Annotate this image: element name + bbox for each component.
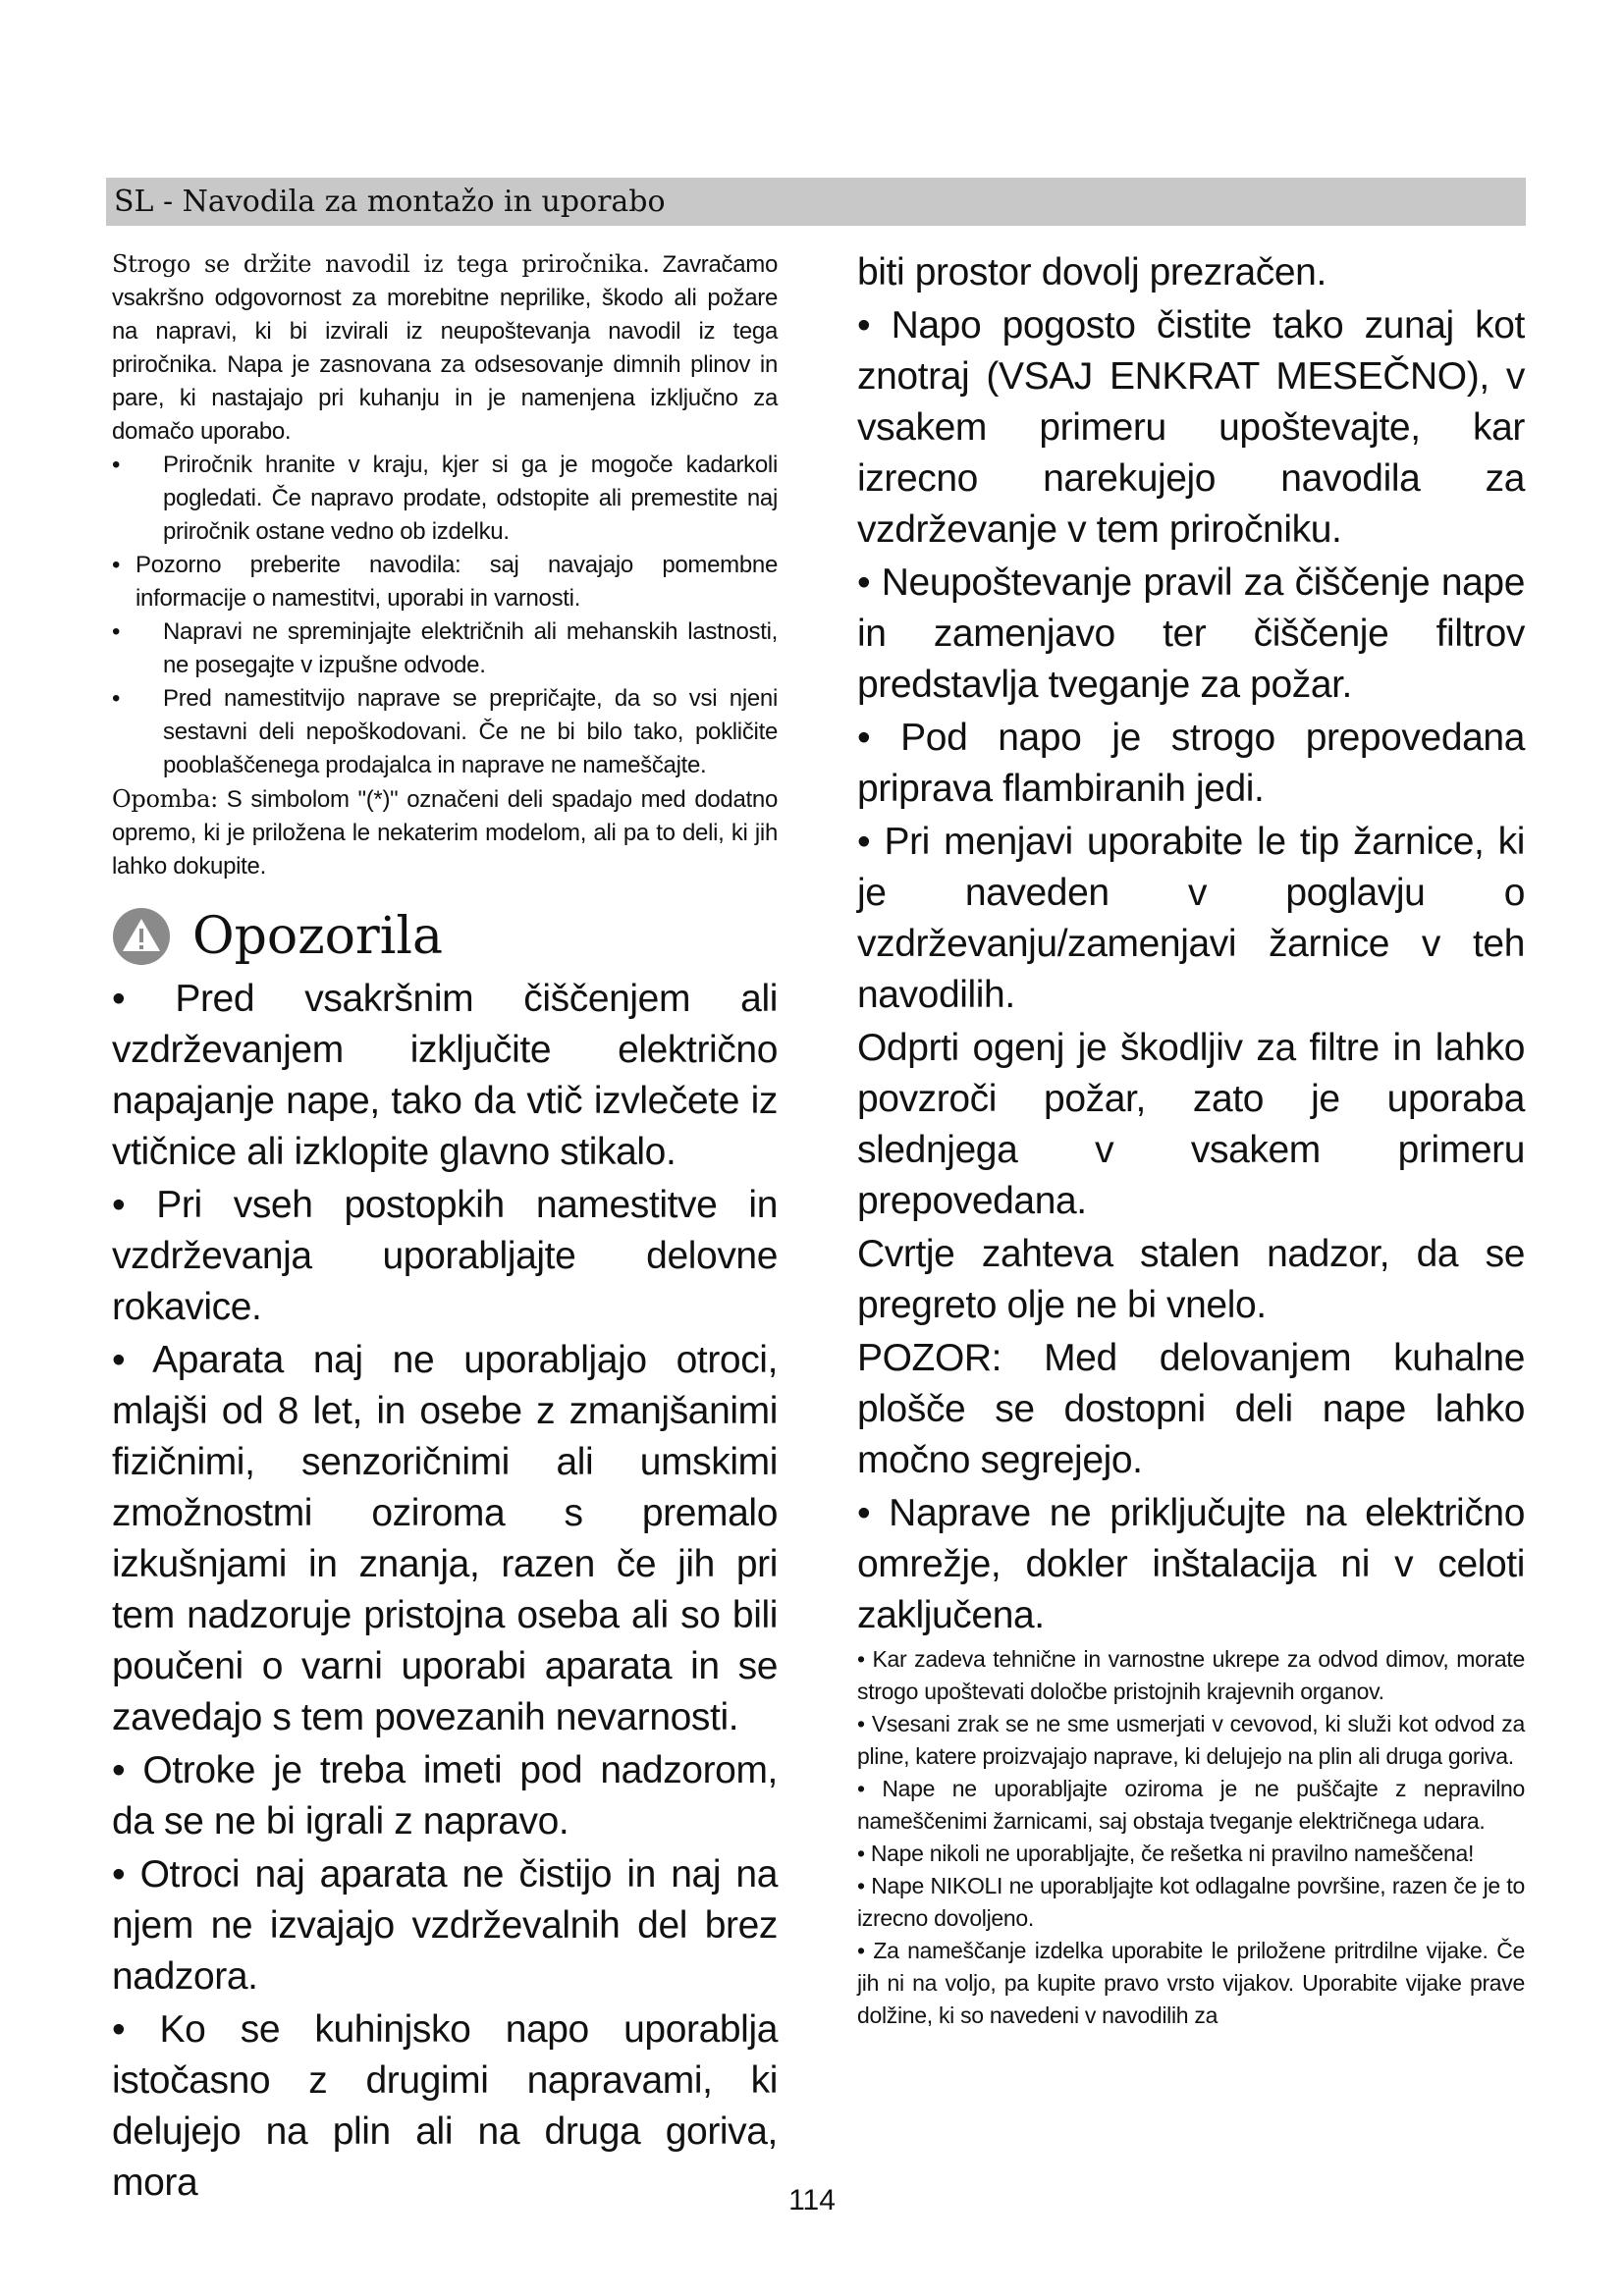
intro-bullet: • Pred namestitvijo naprave se prepričajte, da so vsi njeni sestavni deli nepoškodovani. Če ne bi bilo tako, pokličite pooblaščenega prodajalca in naprave ne nameščajte. [112,682,778,782]
warning-paragraph: • Pod napo je strogo prepovedana priprava flambiranih jedi. [857,717,1525,810]
warning-small-paragraph: • Nape NIKOLI ne uporabljajte kot odlagalne površine, razen če je to izrecno dovoljeno. [857,1873,1525,1931]
bullet-mark: • [112,452,121,478]
warning-triangle-icon [112,907,171,966]
warning-paragraph: • Napo pogosto čistite tako zunaj kot znotraj (VSAJ ENKRAT MESEČNO), v vsakem primeru upoštevajte, kar izrecno narekujejo navodila za vzdrževanje v tem priročniku. [857,304,1525,551]
warning-paragraph: • Otroci naj aparata ne čistijo in naj na njem ne izvajajo vzdrževalnih del brez nadzora. [112,1853,778,1998]
warning-paragraph: biti prostor dovolj prezračen. [857,251,1326,294]
intro-bullet: • Pozorno preberite navodila: saj navajajo pomembne informacije o namestitvi, uporabi in varnosti. [112,549,778,615]
page-number: 114 [788,2184,836,2216]
intro-lead: Strogo se držite navodil iz tega priročnika. [112,250,650,278]
warning-paragraph: • Naprave ne priključujte na električno omrežje, dokler inštalacija ni v celoti zaključena. [857,1492,1525,1636]
warning-small-paragraph: • Za nameščanje izdelka uporabite le priložene pritrdilne vijake. Če jih ni na voljo, pa kupite pravo vrsto vijakov. Uporabite vijake prave dolžine, ki so navedeni v navodilih za [857,1938,1525,2028]
warnings-heading-text: Opozorila [192,907,444,966]
bullet-mark: • [112,685,121,712]
warning-paragraph: • Pri menjavi uporabite le tip žarnice, ki je naveden v poglavju o vzdrževanju/zamenjavi žarnice v teh navodilih. [857,821,1525,1016]
warning-paragraph: • Ko se kuhinjsko napo uporablja istočasno z drugimi napravami, ki delujejo na plin ali na druga goriva, mora [112,2008,778,2204]
page-header: SL - Navodila za montažo in uporabo [106,178,1526,226]
bullet-mark: • [112,552,121,578]
warning-paragraph: • Neupoštevanje pravil za čiščenje nape in zamenjavo ter čiščenje filtrov predstavlja tveganje za požar. [857,561,1525,706]
left-column [112,247,778,2211]
warning-paragraph: • Pri vseh postopkih namestitve in vzdrževanja uporabljajte delovne rokavice. [112,1184,778,1328]
warnings-heading [112,905,778,968]
right-column [857,247,1525,2032]
warning-paragraph: Odprti ogenj je škodljiv za filtre in lahko povzroči požar, zato je uporaba slednjega v vsakem primeru prepovedana. [857,1027,1525,1222]
warning-paragraph: • Otroke je treba imeti pod nadzorom, da se ne bi igrali z napravo. [112,1749,778,1842]
warning-small-paragraph: • Vsesani zrak se ne sme usmerjati v cevovod, ki služi kot odvod za pline, katere proizvajajo naprave, ki delujejo na plin ali druga goriva. [857,1711,1525,1769]
warning-small-paragraph: • Nape ne uporabljajte oziroma je ne puščajte z nepravilno nameščenimi žarnicami, saj obstaja tveganje električnega udara. [857,1776,1525,1834]
warning-paragraph: • Pred vsakršnim čiščenjem ali vzdrževanjem izključite električno napajanje nape, tako da vtič izvlečete iz vtičnice ali izklopite glavno stikalo. [112,978,778,1173]
note-rest: S simbolom "(*)" označeni deli spadajo med dodatno opremo, ki je priložena le nekaterim modelom, ali pa to deli, ki jih lahko dokupite. [112,786,778,880]
warning-small-paragraph: • Nape nikoli ne uporabljajte, če rešetka ni pravilno nameščena! [857,1841,1475,1866]
note-paragraph [112,782,778,883]
bullet-mark: • [112,618,121,645]
warning-paragraph: POZOR: Med delovanjem kuhalne plošče se dostopni deli nape lahko močno segrejejo. [857,1337,1525,1481]
intro-bullet: • Napravi ne spreminjajte električnih ali mehanskih lastnosti, ne posegajte v izpušne odvode. [112,615,778,682]
intro-rest: Zavračamo vsakršno odgovornost za morebitne neprilike, škodo ali požare na napravi, ki bi izvirali iz neupoštevanja navodil iz tega priročnika. Napa je zasnovana za odsesovanje dimnih plinov in pare, ki nastajajo pri kuhanju in je namenjena izključno za domačo uporabo. [112,251,778,445]
note-lead: Opomba: [112,785,218,813]
warning-paragraph: Cvrtje zahteva stalen nadzor, da se pregreto olje ne bi vnelo. [857,1233,1525,1326]
warning-paragraph: • Aparata naj ne uporabljajo otroci, mlajši od 8 let, in osebe z zmanjšanimi fizičnimi, senzoričnimi ali umskimi zmožnostmi oziroma s premalo izkušnjami in znanja, razen če jih pri tem nadzoruje pristojna oseba ali so bili poučeni o varni uporabi aparata in se zavedajo s tem povezanih nevarnosti. [112,1339,778,1738]
warning-small-paragraph: • Kar zadeva tehnične in varnostne ukrepe za odvod dimov, morate strogo upoštevati določbe pristojnih krajevnih organov. [857,1646,1525,1704]
intro-bullet: • Priročnik hranite v kraju, kjer si ga je mogoče kadarkoli pogledati. Če napravo prodate, odstopite ali premestite naj priročnik ostane vedno ob izdelku. [112,449,778,549]
intro-paragraph [112,247,778,449]
